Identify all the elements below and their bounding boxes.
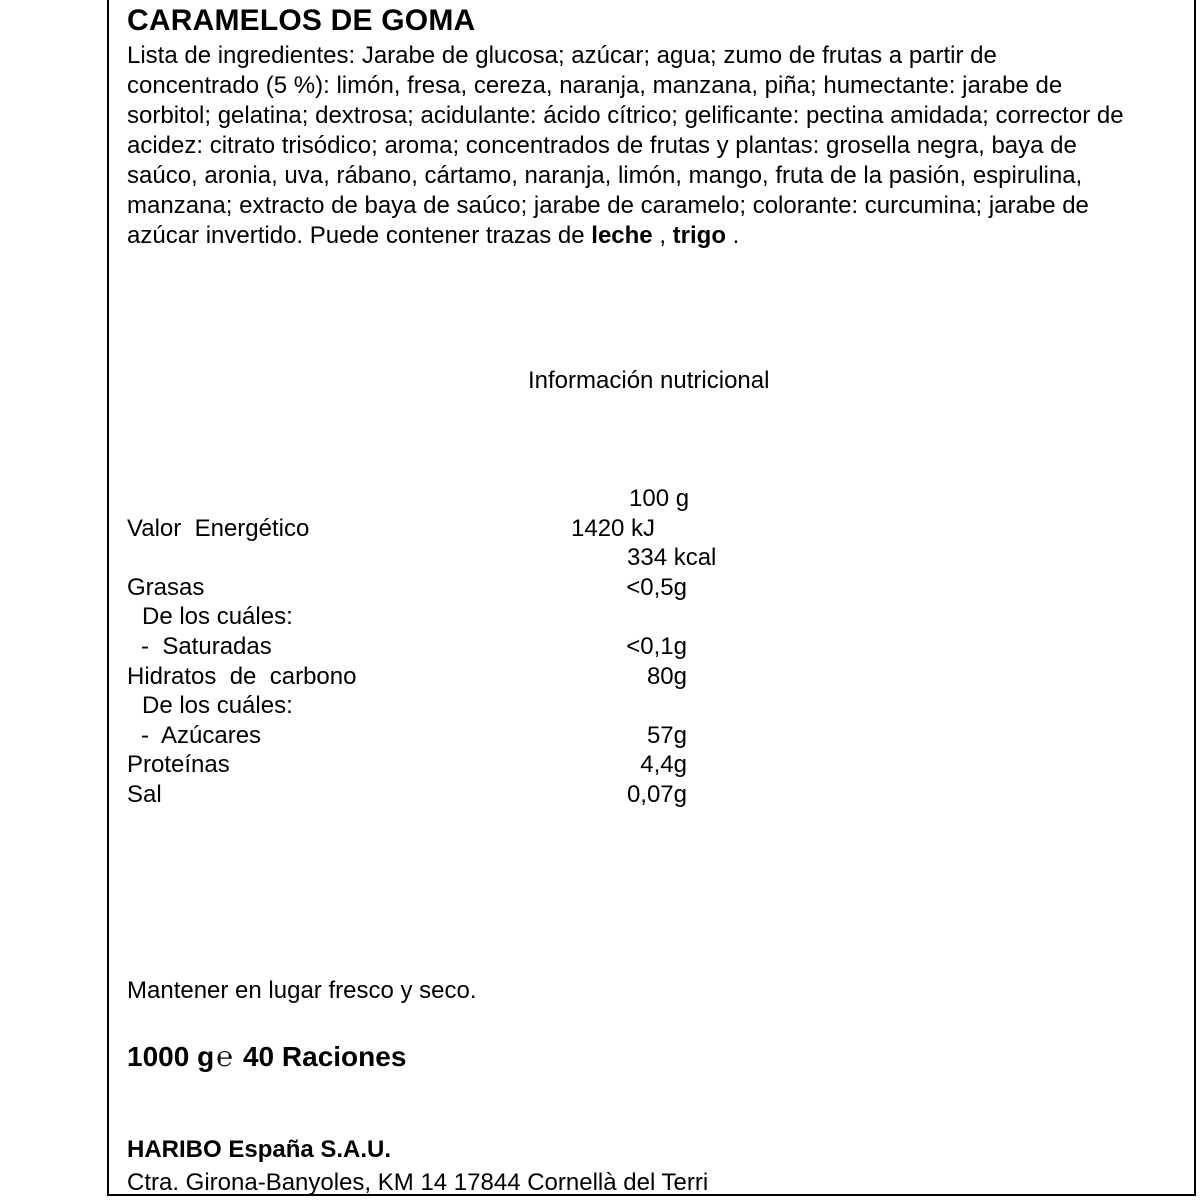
nutrient-label: Hidratos de carbono <box>127 662 357 690</box>
ingredients-list <box>127 41 1127 251</box>
nutrient-label: Sal <box>127 780 162 808</box>
nutrient-value: 334 kcal <box>627 544 717 572</box>
product-title: CARAMELOS DE GOMA <box>127 4 476 37</box>
nutrient-label: De los cuáles: <box>142 692 293 720</box>
nutrition-title: Información nutricional <box>528 367 770 394</box>
nutrient-value: <0,1g <box>626 632 687 660</box>
storage-instructions: Mantener en lugar fresco y seco. <box>127 977 477 1004</box>
nutrient-label: - Azúcares <box>141 721 262 749</box>
ingredients-end: . <box>726 222 740 249</box>
nutrient-value: 4,4g <box>640 751 687 779</box>
nutrient-value: 1420 kJ <box>571 514 656 542</box>
nutrient-label: - Saturadas <box>141 632 272 660</box>
nutrient-label: Proteínas <box>127 751 230 779</box>
nutrient-value: <0,5g <box>626 573 687 601</box>
nutrient-value: 80g <box>646 662 687 690</box>
company-name: HARIBO España S.A.U. <box>127 1136 392 1163</box>
company-address: Ctra. Girona-Banyoles, KM 14 17844 Cornellà del Terri <box>127 1169 709 1196</box>
nutrient-label: De los cuáles: <box>142 603 293 631</box>
nutrient-value: 57g <box>646 721 687 749</box>
estimated-sign-icon: ℮ <box>216 1041 233 1072</box>
nutrient-label: Grasas <box>127 573 205 601</box>
portion-info <box>127 1041 406 1073</box>
allergen-wheat: trigo <box>672 222 726 249</box>
nutrient-label: Valor Energético <box>127 514 310 542</box>
ingredients-text: Lista de ingredientes: Jarabe de glucosa; azúcar; agua; zumo de frutas a partir de concentrado (5 %): limón, fresa, cereza, naranja, manzana, piña; humectante: jarabe de sorbitol; gelatina; dextrosa; acidulante: ácido cítrico; gelificante: pectina amidada; corrector de acidez: citrato trisódico; aroma; concentrados de frutas y plantas: grosella negra, baya de saúco, aronia, uva, rábano, cártamo, naranja, limón, mango, fruta de la pasión, espirulina, manzana; extracto de baya de saúco; jarabe de caramelo; colorante: curcumina; jarabe de azúcar invertido. Puede contener trazas de <box>127 42 1124 249</box>
ingredients-separator: , <box>652 222 673 249</box>
allergen-milk: leche <box>591 222 653 249</box>
per-100g-label: 100 g <box>629 485 690 512</box>
net-weight: 1000 g <box>127 1041 215 1072</box>
servings-count: 40 Raciones <box>242 1041 407 1072</box>
nutrient-value: 0,07g <box>626 780 687 808</box>
